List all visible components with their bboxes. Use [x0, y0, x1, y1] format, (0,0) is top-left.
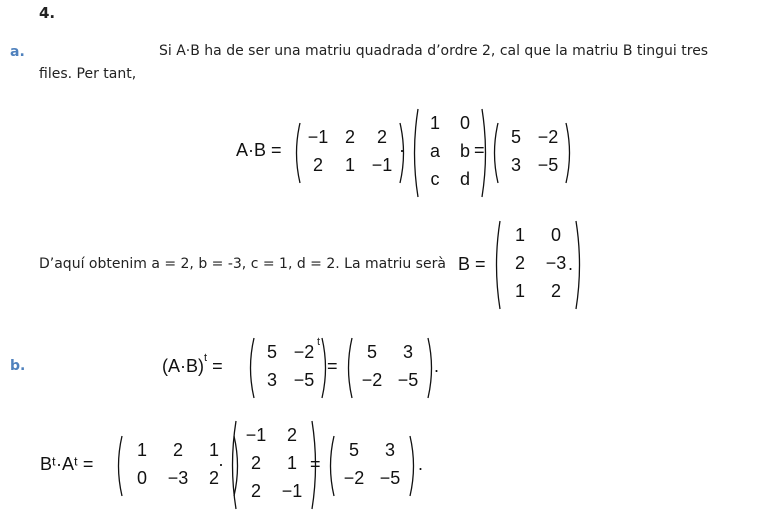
equals-symbol-3: = [310, 454, 321, 474]
left-paren [492, 220, 502, 310]
matrix-cell: −1 [281, 481, 303, 501]
matrix-cell: 3 [402, 342, 413, 362]
matrix-cell: 5 [348, 440, 359, 460]
transpose-sup-2: t [317, 336, 321, 348]
matrix-cell: −3 [167, 468, 189, 488]
matrix-cell: 2 [344, 127, 355, 147]
matrix-cell: 2 [172, 440, 183, 460]
left-paren [228, 420, 238, 510]
matrix-cell: a [429, 141, 440, 161]
matrix-cell: −1 [307, 127, 329, 147]
matrix-cell: 5 [510, 127, 521, 147]
matrix-cell: −3 [545, 253, 567, 273]
transpose-sup: t [204, 352, 208, 364]
matrix-cell: 1 [286, 453, 297, 473]
matrix-cell: 1 [429, 113, 440, 133]
matrix-cell: c [430, 169, 440, 189]
matrix-cell: −2 [343, 468, 365, 488]
left-paren [490, 122, 500, 184]
matrix-cell: 5 [266, 342, 277, 362]
matrix-ABt [344, 337, 436, 399]
matrix-cell: b [459, 141, 470, 161]
matrix-cell: d [459, 169, 470, 189]
matrix-cell: 1 [514, 225, 525, 245]
matrix-cell: 0 [550, 225, 561, 245]
matrix-cell: −1 [245, 425, 267, 445]
matrix-cell: 0 [136, 468, 147, 488]
matrix-cell: 2 [550, 281, 561, 301]
matrix-cell: 1 [514, 281, 525, 301]
matrix-cell: 3 [266, 370, 277, 390]
matrix-cell: 2 [514, 253, 525, 273]
matrix-cell: −5 [537, 155, 559, 175]
eq1-lhs: A·B = [236, 140, 282, 160]
left-paren [344, 337, 354, 399]
matrix-cell: −2 [293, 342, 315, 362]
matrix-cell: 1 [344, 155, 355, 175]
left-paren [292, 122, 302, 184]
left-paren [410, 108, 420, 198]
matrix-cell: 2 [376, 127, 387, 147]
left-paren [114, 435, 124, 497]
matrix-cell: 2 [208, 468, 219, 488]
matrix-cell: −5 [293, 370, 315, 390]
matrix-cell: 2 [312, 155, 323, 175]
matrix-cell: −2 [361, 370, 383, 390]
matrix-cell: 2 [286, 425, 297, 445]
equals-symbol: = [474, 140, 485, 160]
right-paren [574, 220, 584, 310]
matrix-AB [490, 122, 574, 184]
part-a-conclusion: D’aquí obtenim a = 2, b = -3, c = 1, d = 2. La matriu serà [39, 256, 446, 272]
left-paren [326, 435, 336, 497]
dot-symbol: · [399, 140, 405, 160]
exercise-number: 4. [39, 4, 56, 22]
matrix-cell: 2 [250, 453, 261, 473]
part-a-intro-line2: files. Per tant, [39, 66, 137, 82]
part-a-label: a. [10, 44, 25, 60]
transpose-AB-expr: (A·B) [162, 356, 204, 376]
matrix-cell: 0 [459, 113, 470, 133]
period-symbol-3: . [418, 454, 424, 474]
matrix-A [292, 122, 408, 184]
matrix-cell: −1 [371, 155, 393, 175]
matrix-cell: 3 [384, 440, 395, 460]
equals-symbol: = [212, 356, 223, 376]
matrix-cell: 1 [136, 440, 147, 460]
period-symbol-2: . [434, 356, 440, 376]
matrix-cell: 3 [510, 155, 521, 175]
matrix-cell: −2 [537, 127, 559, 147]
matrix-cell: 2 [250, 481, 261, 501]
part-a-intro-line1: Si A·B ha de ser una matriu quadrada d’ordre 2, cal que la matriu B tingui tres [159, 43, 709, 59]
matrix-cell: −5 [379, 468, 401, 488]
matrix-cell: 1 [208, 440, 219, 460]
matrix-result [326, 435, 418, 497]
matrix-cell: −5 [397, 370, 419, 390]
B-label: B = [458, 254, 486, 274]
period-symbol: . [568, 254, 574, 274]
right-paren [564, 122, 574, 184]
dot-symbol-2: · [218, 454, 224, 474]
matrix-cell: 5 [366, 342, 377, 362]
matrix-At [228, 420, 320, 510]
part-b-eq1-lhs [162, 352, 223, 377]
right-paren [408, 435, 418, 497]
part-b-label: b. [10, 358, 26, 374]
equals-symbol-2: = [327, 356, 338, 376]
part-b-eq2-lhs: Bᵗ·Aᵗ = [40, 454, 94, 474]
left-paren [246, 337, 256, 399]
